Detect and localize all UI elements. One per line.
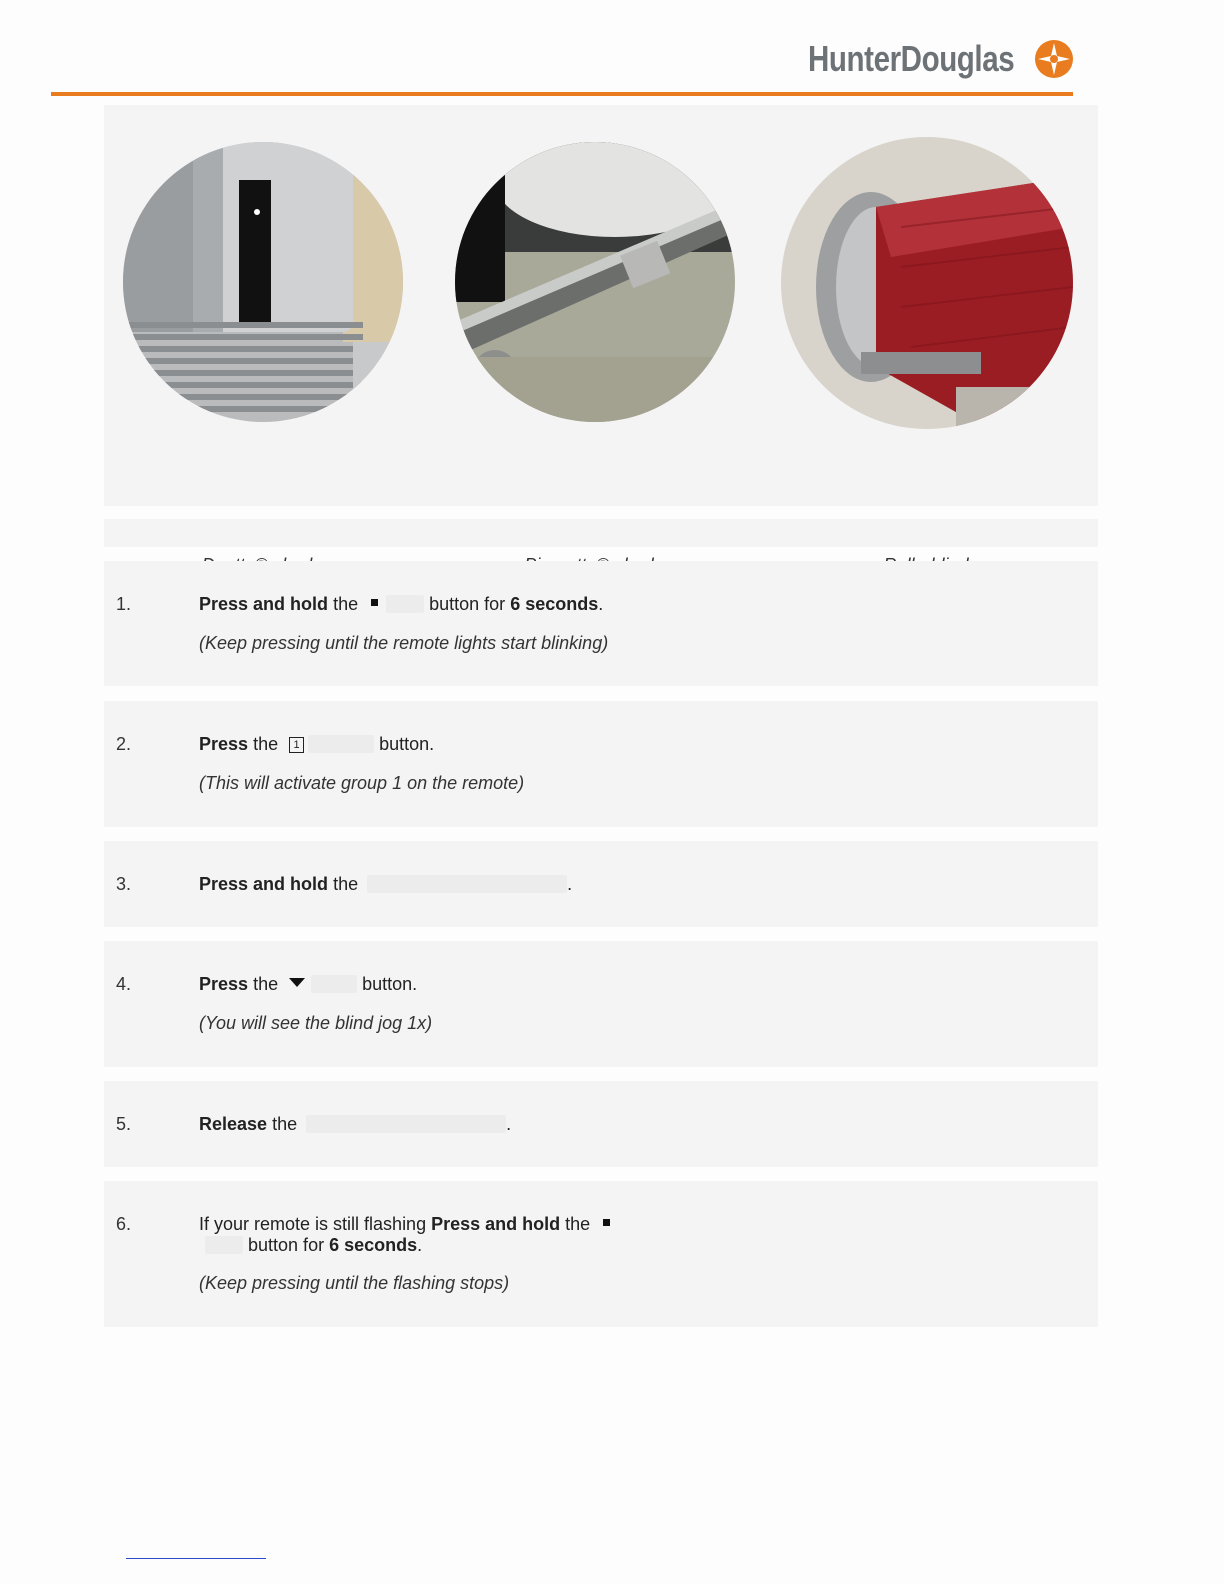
step-instruction — [199, 734, 434, 755]
step-note: (Keep pressing until the flashing stops) — [199, 1273, 510, 1293]
step-number: 3. — [116, 874, 132, 894]
button-label-blank — [205, 1236, 243, 1254]
step-emphasis: Press — [199, 734, 249, 754]
step-text: the — [565, 1214, 591, 1234]
section-divider-band — [104, 519, 1098, 547]
step-text: the — [253, 974, 279, 994]
step-note: (Keep pressing until the remote lights start blinking) — [199, 633, 609, 653]
step-emphasis: Press and hold — [199, 594, 329, 614]
step-period: . — [417, 1235, 423, 1255]
step-number: 6. — [116, 1214, 132, 1234]
step-instruction — [199, 874, 572, 895]
step-text: If your remote is still flashing — [199, 1214, 427, 1234]
step-emphasis: Press — [199, 974, 249, 994]
step-duration: 6 seconds — [329, 1235, 418, 1255]
step-text: button. — [362, 974, 418, 994]
page-header — [0, 0, 1224, 100]
header-rule — [51, 92, 1073, 96]
step-instruction — [199, 594, 603, 615]
step-1 — [104, 561, 1098, 686]
step-instruction-continued — [199, 1235, 422, 1256]
step-2 — [104, 701, 1098, 827]
step-duration: 6 seconds — [510, 594, 599, 614]
pirouette-shade-photo — [455, 142, 735, 422]
step-3 — [104, 841, 1098, 927]
down-arrow-icon — [289, 978, 305, 987]
button-label-blank — [306, 1115, 506, 1133]
step-text: the — [333, 874, 359, 894]
step-text: button for — [248, 1235, 325, 1255]
step-number: 4. — [116, 974, 132, 994]
hunter-douglas-compass-icon — [1034, 39, 1074, 79]
duette-shade-photo — [123, 142, 403, 422]
step-emphasis: Release — [199, 1114, 268, 1134]
button-label-blank — [311, 975, 357, 993]
button-label-blank — [367, 875, 567, 893]
step-emphasis: Press and hold — [431, 1214, 561, 1234]
rollerblind-photo — [781, 137, 1073, 429]
step-number: 5. — [116, 1114, 132, 1134]
step-instruction — [199, 974, 417, 995]
step-text: the — [333, 594, 359, 614]
stop-square-icon — [603, 1219, 610, 1226]
step-text: button. — [379, 734, 435, 754]
step-text: button for — [429, 594, 506, 614]
group-1-icon: 1 — [289, 737, 304, 753]
footer-link-underline[interactable] — [126, 1558, 266, 1559]
step-6 — [104, 1181, 1098, 1327]
button-label-blank — [386, 595, 424, 613]
step-text: the — [272, 1114, 298, 1134]
brand-logo — [808, 38, 1074, 80]
step-text: the — [253, 734, 279, 754]
button-label-blank — [308, 735, 374, 753]
step-number: 1. — [116, 594, 132, 614]
step-instruction — [199, 1214, 618, 1235]
product-photos-panel — [104, 105, 1098, 506]
step-note: (You will see the blind jog 1x) — [199, 1013, 433, 1033]
brand-name: HunterDouglas — [808, 38, 1015, 79]
step-instruction — [199, 1114, 511, 1135]
step-period: . — [598, 594, 604, 614]
step-emphasis: Press and hold — [199, 874, 329, 894]
stop-square-icon — [371, 599, 378, 606]
step-5 — [104, 1081, 1098, 1167]
step-4 — [104, 941, 1098, 1067]
step-note: (This will activate group 1 on the remote) — [199, 773, 525, 793]
step-period: . — [567, 874, 573, 894]
step-number: 2. — [116, 734, 132, 754]
step-period: . — [506, 1114, 512, 1134]
